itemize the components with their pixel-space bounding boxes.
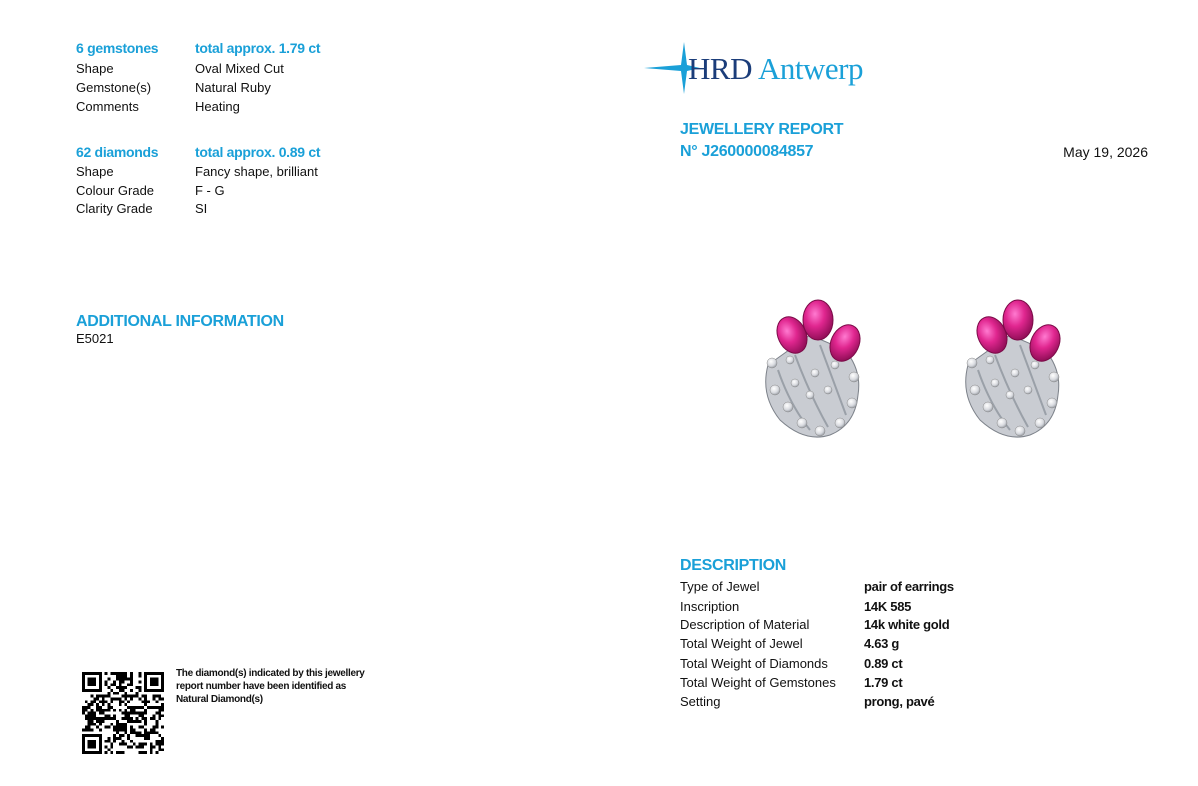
description-value: prong, pavé xyxy=(864,694,935,709)
detail-value: Fancy shape, brilliant xyxy=(195,164,318,179)
ruby-diamond-earrings-photo xyxy=(740,290,1080,440)
qr-caption xyxy=(176,667,365,706)
description-value: pair of earrings xyxy=(864,579,954,594)
description-label: Description of Material xyxy=(680,617,810,632)
hrd-antwerp-logo xyxy=(644,40,884,96)
detail-value: SI xyxy=(195,201,208,216)
detail-value: Natural Ruby xyxy=(195,80,271,95)
diamonds-total: total approx. 0.89 ct xyxy=(195,144,321,160)
gemstones-count: 6 gemstones xyxy=(76,40,159,56)
description-label: Type of Jewel xyxy=(680,579,760,594)
logo-text-hrd: HRD xyxy=(688,51,752,86)
additional-info-title: ADDITIONAL INFORMATION xyxy=(76,313,284,330)
detail-label: Colour Grade xyxy=(76,183,155,198)
qr-caption-line: report number have been identified as xyxy=(176,681,347,692)
logo-text-antwerp: Antwerp xyxy=(758,51,863,86)
detail-label: Clarity Grade xyxy=(76,201,153,216)
detail-label: Gemstone(s) xyxy=(76,80,152,95)
additional-info-text: E5021 xyxy=(76,331,114,346)
qr-caption-line: Natural Diamond(s) xyxy=(176,694,263,705)
report-date: May 19, 2026 xyxy=(1063,144,1148,160)
detail-label: Comments xyxy=(76,99,139,114)
description-value: 14k white gold xyxy=(864,617,950,632)
description-value: 4.63 g xyxy=(864,636,900,651)
qr-code-icon xyxy=(82,672,164,754)
diamonds-section xyxy=(76,144,396,224)
detail-label: Shape xyxy=(76,61,114,76)
description-value: 1.79 ct xyxy=(864,675,903,690)
qr-caption-line: The diamond(s) indicated by this jewellery xyxy=(176,668,365,679)
detail-label: Shape xyxy=(76,164,114,179)
detail-value: Oval Mixed Cut xyxy=(195,61,284,76)
gemstones-section xyxy=(76,40,396,120)
description-value: 14K 585 xyxy=(864,599,912,614)
gemstones-total: total approx. 1.79 ct xyxy=(195,40,321,56)
description-label: Setting xyxy=(680,694,721,709)
description-label: Total Weight of Gemstones xyxy=(680,675,836,690)
description-value: 0.89 ct xyxy=(864,656,903,671)
detail-value: F - G xyxy=(195,183,225,198)
report-number: N° J260000084857 xyxy=(680,143,814,160)
description-title: DESCRIPTION xyxy=(680,557,787,574)
detail-value: Heating xyxy=(195,99,240,114)
description-label: Total Weight of Jewel xyxy=(680,636,803,651)
report-title: JEWELLERY REPORT xyxy=(680,121,844,138)
description-label: Total Weight of Diamonds xyxy=(680,656,828,671)
description-label: Inscription xyxy=(680,599,740,614)
description-table xyxy=(680,579,1100,719)
diamonds-count: 62 diamonds xyxy=(76,144,159,160)
